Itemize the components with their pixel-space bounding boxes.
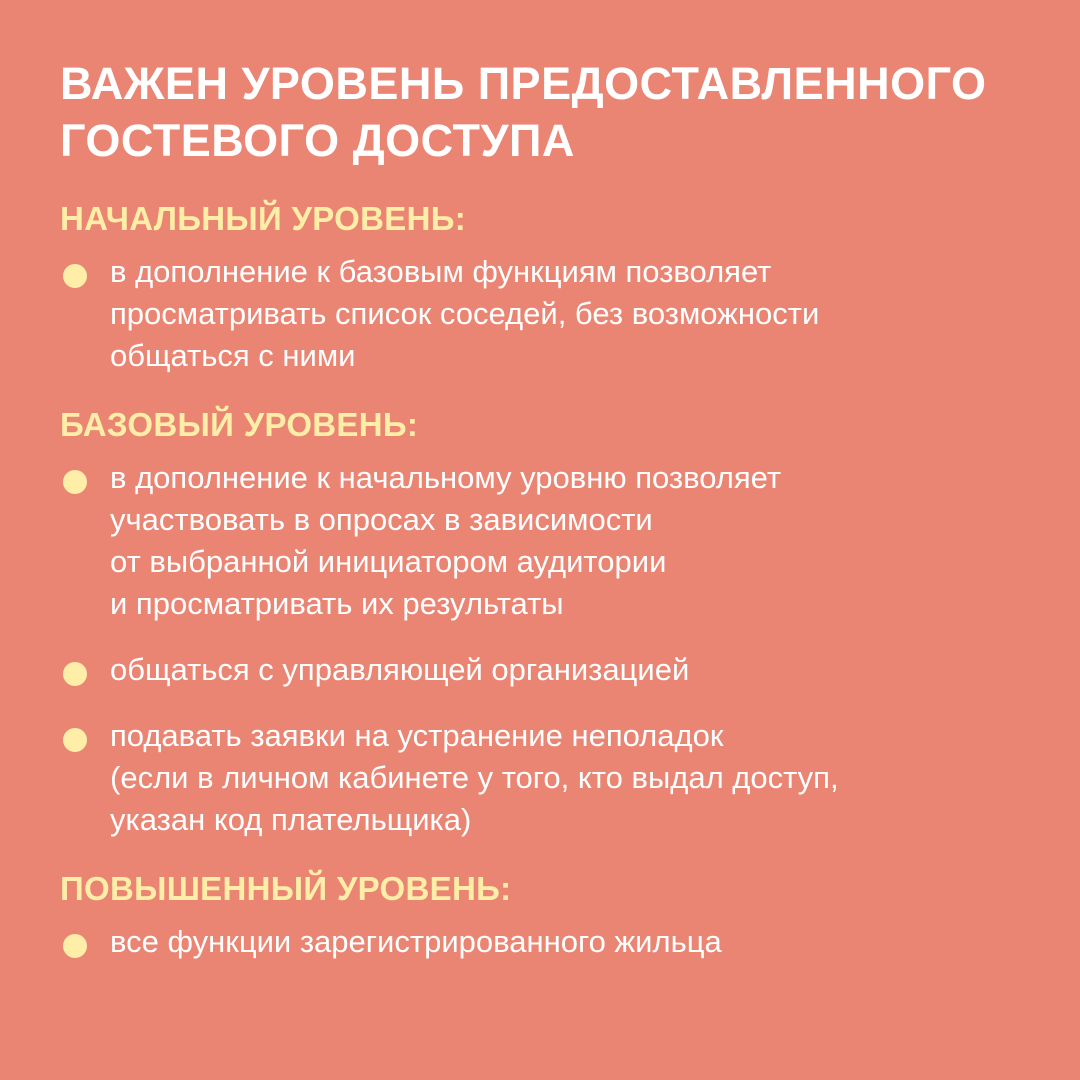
bullet-dot-icon: [63, 934, 87, 958]
item-text-line: (если в личном кабинете у того, кто выдал доступ,: [110, 760, 839, 795]
item-text-line: в дополнение к базовым функциям позволяет: [110, 254, 772, 289]
feature-list: [60, 921, 1020, 963]
page-title: [60, 55, 1020, 169]
list-item: [60, 649, 1020, 691]
bullet-dot-icon: [63, 728, 87, 752]
bullet-dot-icon: [63, 264, 87, 288]
section-heading: ПОВЫШЕННЫЙ УРОВЕНЬ:: [60, 870, 512, 907]
item-text-line: подавать заявки на устранение неполадок: [110, 718, 724, 753]
section-advanced-level: [60, 869, 1020, 963]
item-text-line: и просматривать их результаты: [110, 586, 564, 621]
item-text-line: в дополнение к начальному уровню позволяет: [110, 460, 782, 495]
section-basic-level: [60, 405, 1020, 841]
item-text-line: участвовать в опросах в зависимости: [110, 502, 653, 537]
section-heading: БАЗОВЫЙ УРОВЕНЬ:: [60, 406, 419, 443]
item-text-line: общаться с ними: [110, 338, 356, 373]
title-line: ВАЖЕН УРОВЕНЬ ПРЕДОСТАВЛЕННОГО: [60, 58, 987, 109]
bullet-dot-icon: [63, 662, 87, 686]
feature-list: [60, 251, 1020, 377]
item-text-line: просматривать список соседей, без возможности: [110, 296, 820, 331]
list-item: [60, 457, 1020, 625]
section-initial-level: [60, 199, 1020, 377]
section-heading: НАЧАЛЬНЫЙ УРОВЕНЬ:: [60, 200, 467, 237]
bullet-dot-icon: [63, 470, 87, 494]
item-text-line: указан код плательщика): [110, 802, 472, 837]
feature-list: [60, 457, 1020, 841]
list-item: [60, 715, 1020, 841]
list-item: [60, 921, 1020, 963]
title-line: ГОСТЕВОГО ДОСТУПА: [60, 115, 575, 166]
item-text-line: все функции зарегистрированного жильца: [110, 924, 722, 959]
item-text-line: общаться с управляющей организацией: [110, 652, 690, 687]
list-item: [60, 251, 1020, 377]
item-text-line: от выбранной инициатором аудитории: [110, 544, 667, 579]
